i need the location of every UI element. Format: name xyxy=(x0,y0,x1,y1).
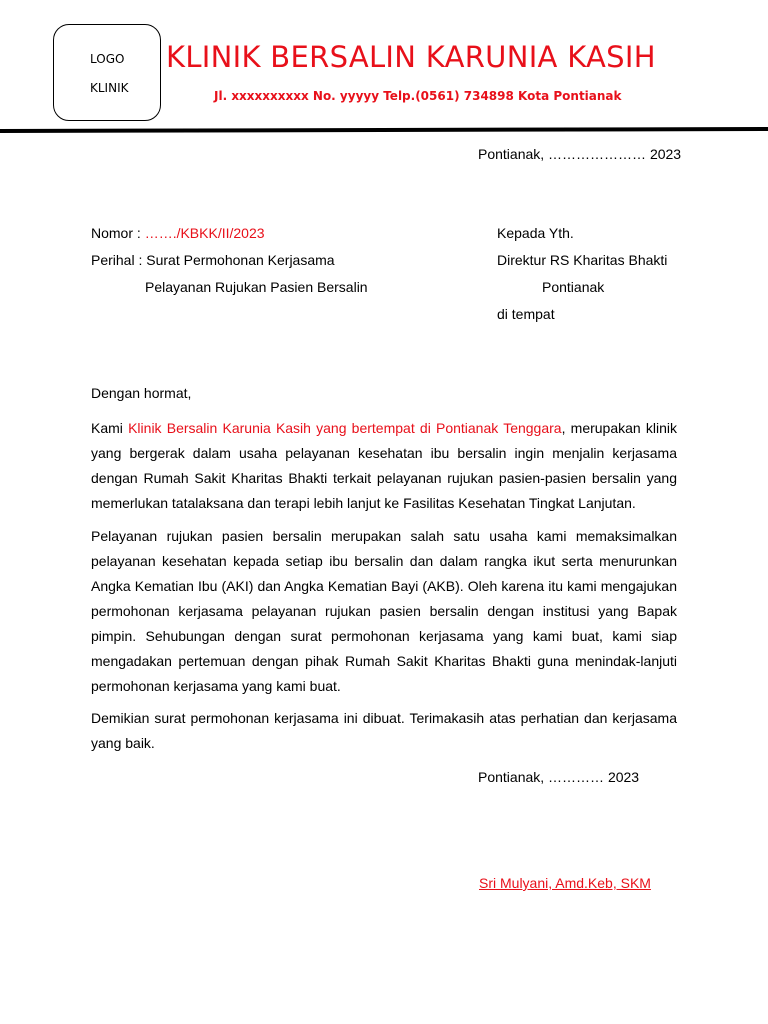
clinic-name: KLINIK BERSALIN KARUNIA KASIH xyxy=(166,40,656,74)
p2-text: Pelayanan rujukan pasien bersalin merupakan salah satu usaha kami memaksimalkan pelayanan kesehatan kepada setiap ibu bersalin dan dalam rangka ikut serta menurunkan Angka Kematian Ibu (AKI) dan Angka Kematian Bayi (AKB). Oleh karena itu kami mengajukan permohonan kerjasama pelayanan rujukan pasien bersalin dengan institusi yang Bapak pimpin. Sehubungan dengan surat permohonan kerjasama yang kami buat, kami siap mengadakan pertemuan dengan pihak Rumah Sakit Kharitas Bhakti guna menindak-lanjuti permohonan kerjasama yang kami buat. xyxy=(91,528,677,694)
nomor-line xyxy=(91,226,265,240)
body-paragraph-2 xyxy=(91,524,677,699)
salutation: Dengan hormat, xyxy=(91,385,192,401)
nomor-label: Nomor : xyxy=(91,225,145,241)
p1-clinic-highlight: Klinik Bersalin Karunia Kasih yang bertempat di Pontianak Tenggara xyxy=(128,420,562,436)
recipient-line1: Kepada Yth. xyxy=(497,225,574,241)
body-paragraph-3 xyxy=(91,706,677,756)
signer-name: Sri Mulyani, Amd.Keb, SKM xyxy=(479,875,651,891)
logo-text-line2: KLINIK xyxy=(90,81,129,95)
letter-date: Pontianak, ………………… 2023 xyxy=(478,146,682,162)
logo-placeholder xyxy=(53,24,161,121)
closing-date: Pontianak, ………… 2023 xyxy=(478,769,640,785)
recipient-line2: Direktur RS Kharitas Bhakti xyxy=(497,252,668,268)
nomor-value: ……./KBKK/II/2023 xyxy=(144,225,265,241)
p3-text: Demikian surat permohonan kerjasama ini dibuat. Terimakasih atas perhatian dan kerjasama yang baik. xyxy=(91,710,677,751)
perihal-line2: Pelayanan Rujukan Pasien Bersalin xyxy=(145,279,368,295)
letterhead-divider xyxy=(0,127,768,133)
p1-prefix: Kami xyxy=(91,420,129,436)
recipient-line3: Pontianak xyxy=(542,279,605,295)
p1-rest: , merupakan klinik yang bergerak dalam usaha pelayanan kesehatan ibu bersalin ingin menjalin kerjasama dengan Rumah Sakit Kharitas Bhakti terkait pelayanan rujukan pasien-pasien bersalin yang memerlukan tatalaksana dan terapi lebih lanjut ke Fasilitas Kesehatan Tingkat Lanjutan. xyxy=(91,420,677,511)
body-paragraph-1 xyxy=(91,416,677,516)
clinic-address: Jl. xxxxxxxxxx No. yyyyy Telp.(0561) 734898 Kota Pontianak xyxy=(214,89,622,103)
perihal-line1: Perihal : Surat Permohonan Kerjasama xyxy=(91,252,335,268)
recipient-line4: di tempat xyxy=(497,306,555,322)
logo-text-line1: LOGO xyxy=(90,52,125,66)
